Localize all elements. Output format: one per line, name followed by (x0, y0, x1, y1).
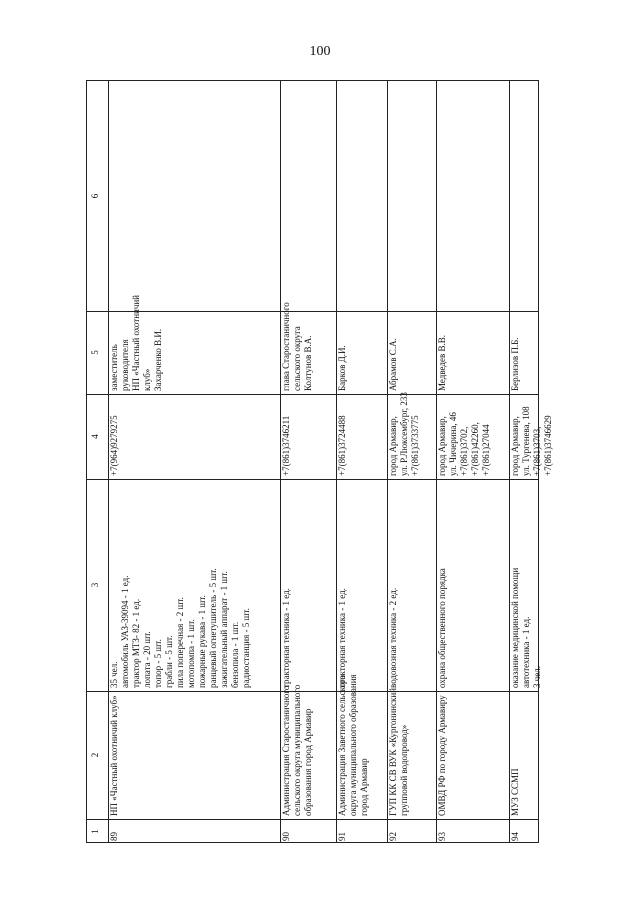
row-90-head-cell-line: сельского округа (292, 326, 302, 391)
row-92-resources-cell (387, 479, 436, 691)
row-90-phone-cell (280, 394, 336, 479)
header-label: 4 (90, 434, 100, 439)
row-number: 92 (388, 832, 398, 841)
row-94-head-cell (509, 311, 540, 394)
row-93-org-cell-line: ОМВД РФ по городу Армавиру (437, 695, 447, 816)
row-90-phone-cell-line: +7(861)3746211 (281, 415, 291, 476)
row-89-resources-cell-line: ранцевый огнетушитель - 5 шт. (208, 568, 218, 688)
row-93-head-cell (436, 311, 509, 394)
row-91-phone-cell (336, 394, 387, 479)
row-94-org-cell-line: МУЗ ССМП (510, 768, 520, 816)
row-89-head-cell (108, 295, 280, 394)
row-91-phone-cell-line: +7(861)3724488 (337, 415, 347, 476)
row-92-org-cell-line: ГУП КК СВ ВУК «Кургонинский (388, 688, 398, 816)
row-90-head-cell (280, 302, 336, 394)
row-89-resources-cell-line: пожарные рукава - 1 шт. (197, 595, 207, 688)
row-93-org-cell (436, 691, 509, 819)
row-91-org-cell-line: округа муниципального образования (348, 674, 358, 816)
row-89-head-cell-line: Захарченко В.И. (153, 328, 163, 391)
row-92-phone-cell-line: +7(861)3733775 (410, 415, 420, 476)
row-92-head-cell-line: Абрамов С.А. (388, 338, 398, 391)
row-90-note-cell (280, 81, 336, 311)
header-cell-5 (87, 311, 108, 394)
row-90-org-cell-line: сельского округа муниципального (292, 684, 302, 816)
row-94-phone-cell-line: +7(861)3703, (532, 426, 542, 476)
row-89-head-cell-line: НП «Частный охотничий (131, 295, 141, 391)
row-number: 90 (281, 832, 291, 841)
row-93-phone-cell-line: +7(861)42260, (470, 422, 480, 476)
row-89-resources-cell-line: 35 чел. (109, 661, 119, 688)
row-92-number-cell (387, 819, 436, 844)
row-89-org-cell (108, 691, 280, 819)
row-94-number-cell (509, 819, 540, 844)
row-94-phone-cell (509, 394, 553, 479)
row-89-head-cell-line: заместитель (109, 344, 119, 391)
row-93-resources-cell-line: охрана общественного порядка (437, 568, 447, 688)
row-94-resources-cell-line: оказание медицинской помощи (510, 567, 520, 688)
row-92-org-cell-line: групповой водопровод» (399, 724, 409, 816)
row-94-phone-cell-line: +7(861)3746629 (543, 415, 553, 476)
row-91-head-cell (336, 311, 387, 394)
row-92-phone-cell-line: ул. Р.Люксембург, 233 (399, 392, 409, 476)
row-91-org-cell (336, 674, 387, 819)
row-94-org-cell (509, 691, 540, 819)
header-cell-6 (87, 81, 108, 311)
row-89-resources-cell-line: топор - 5 шт. (153, 639, 163, 688)
page-number: 100 (309, 44, 331, 59)
row-89-resources-cell (108, 479, 280, 691)
row-91-resources-cell (336, 479, 387, 691)
row-89-resources-cell-line: трактор МТЗ- 82 - 1 ед. (131, 598, 141, 688)
row-94-resources-cell (509, 479, 540, 691)
row-90-resources-cell (280, 479, 336, 691)
row-94-phone-cell-line: город Армавир, (510, 416, 520, 476)
header-cell-1 (87, 819, 108, 844)
header-cell-4 (87, 394, 108, 479)
row-89-resources-cell-line: лопата - 20 шт. (142, 631, 152, 688)
row-93-phone-cell-line: город Армавир, (437, 416, 447, 476)
row-91-note-cell (336, 81, 387, 311)
row-90-org-cell-line: Администрация Старостаничного (281, 685, 291, 816)
row-90-org-cell-line: образования город Армавир (303, 708, 313, 816)
row-89-head-cell-line: клуб» (142, 368, 152, 391)
row-94-resources-cell-line: 3 чел. (532, 665, 542, 688)
row-91-resources-cell-line: тракторная техника - 1 ед. (337, 588, 347, 688)
row-number: 94 (510, 832, 520, 841)
row-89-resources-cell-line: радиостанция - 5 шт. (241, 608, 251, 688)
row-94-phone-cell-line: ул. Тургенева, 108 (521, 406, 531, 476)
row-93-resources-cell (436, 479, 509, 691)
row-89-phone-cell (108, 394, 280, 479)
row-91-org-cell-line: город Армавир (359, 758, 369, 816)
row-89-resources-cell-line: бензопила - 1 шт. (230, 621, 240, 688)
row-92-head-cell (387, 311, 436, 394)
row-93-number-cell (436, 819, 509, 844)
row-number: 91 (337, 832, 347, 841)
row-89-resources-cell-line: пила поперечная - 2 шт. (175, 597, 185, 688)
header-label: 1 (90, 829, 100, 834)
row-90-resources-cell-line: тракторная техника - 1 ед. (281, 588, 291, 688)
header-label: 2 (90, 752, 100, 758)
row-89-resources-cell-line: автомобиль УАЗ-39094 - 1 ед. (120, 575, 130, 688)
row-89-number-cell (108, 819, 280, 844)
header-cell-2 (87, 691, 108, 819)
row-94-note-cell (509, 81, 540, 311)
row-93-phone-cell-line: +7(861)27044 (481, 424, 491, 476)
row-89-resources-cell-line: мотопомпа - 1 шт. (186, 619, 196, 688)
row-93-phone-cell-line: +7(861)3702, (459, 426, 469, 476)
row-92-note-cell (387, 81, 436, 311)
row-94-head-cell-line: Берлизов П.Б. (510, 337, 520, 391)
header-label: 6 (90, 193, 100, 199)
row-93-note-cell (436, 81, 509, 311)
header-cell-3 (87, 479, 108, 691)
row-92-resources-cell-line: водовозная техника - 2 ед. (388, 587, 398, 688)
row-92-phone-cell-line: город Армавир, (388, 416, 398, 476)
row-90-org-cell (280, 684, 336, 819)
row-89-resources-cell-line: зажигательный аппарат - 1 шт. (219, 571, 229, 688)
row-number: 89 (109, 832, 119, 841)
row-91-number-cell (336, 819, 387, 844)
resources-table (86, 80, 553, 843)
header-label: 5 (90, 350, 100, 355)
row-89-org-cell-line: НП «Частный охотничий клуб» (109, 695, 119, 816)
row-89-note-cell (108, 81, 280, 311)
row-89-head-cell-line: руководителя (120, 339, 130, 391)
row-91-head-cell-line: Барков Д.И. (337, 345, 347, 391)
row-92-phone-cell (387, 394, 436, 479)
row-89-phone-cell-line: +7(964)9279275 (109, 415, 119, 476)
header-label: 3 (90, 582, 100, 588)
row-90-number-cell (280, 819, 336, 844)
row-92-org-cell (387, 688, 436, 819)
row-94-resources-cell-line: автотехника - 1 ед. (521, 616, 531, 688)
row-90-head-cell-line: глава Старостаничного (281, 302, 291, 391)
row-91-org-cell-line: Администрация Заветного сельского (337, 674, 347, 816)
row-93-phone-cell (436, 394, 509, 479)
row-number: 93 (437, 832, 447, 841)
row-90-head-cell-line: Колтунов В.А. (303, 335, 313, 391)
row-93-head-cell-line: Медведев В.В. (437, 335, 447, 391)
row-93-phone-cell-line: ул. Чичерина, 46 (448, 412, 458, 476)
row-89-resources-cell-line: грабли - 5 шт. (164, 635, 174, 688)
